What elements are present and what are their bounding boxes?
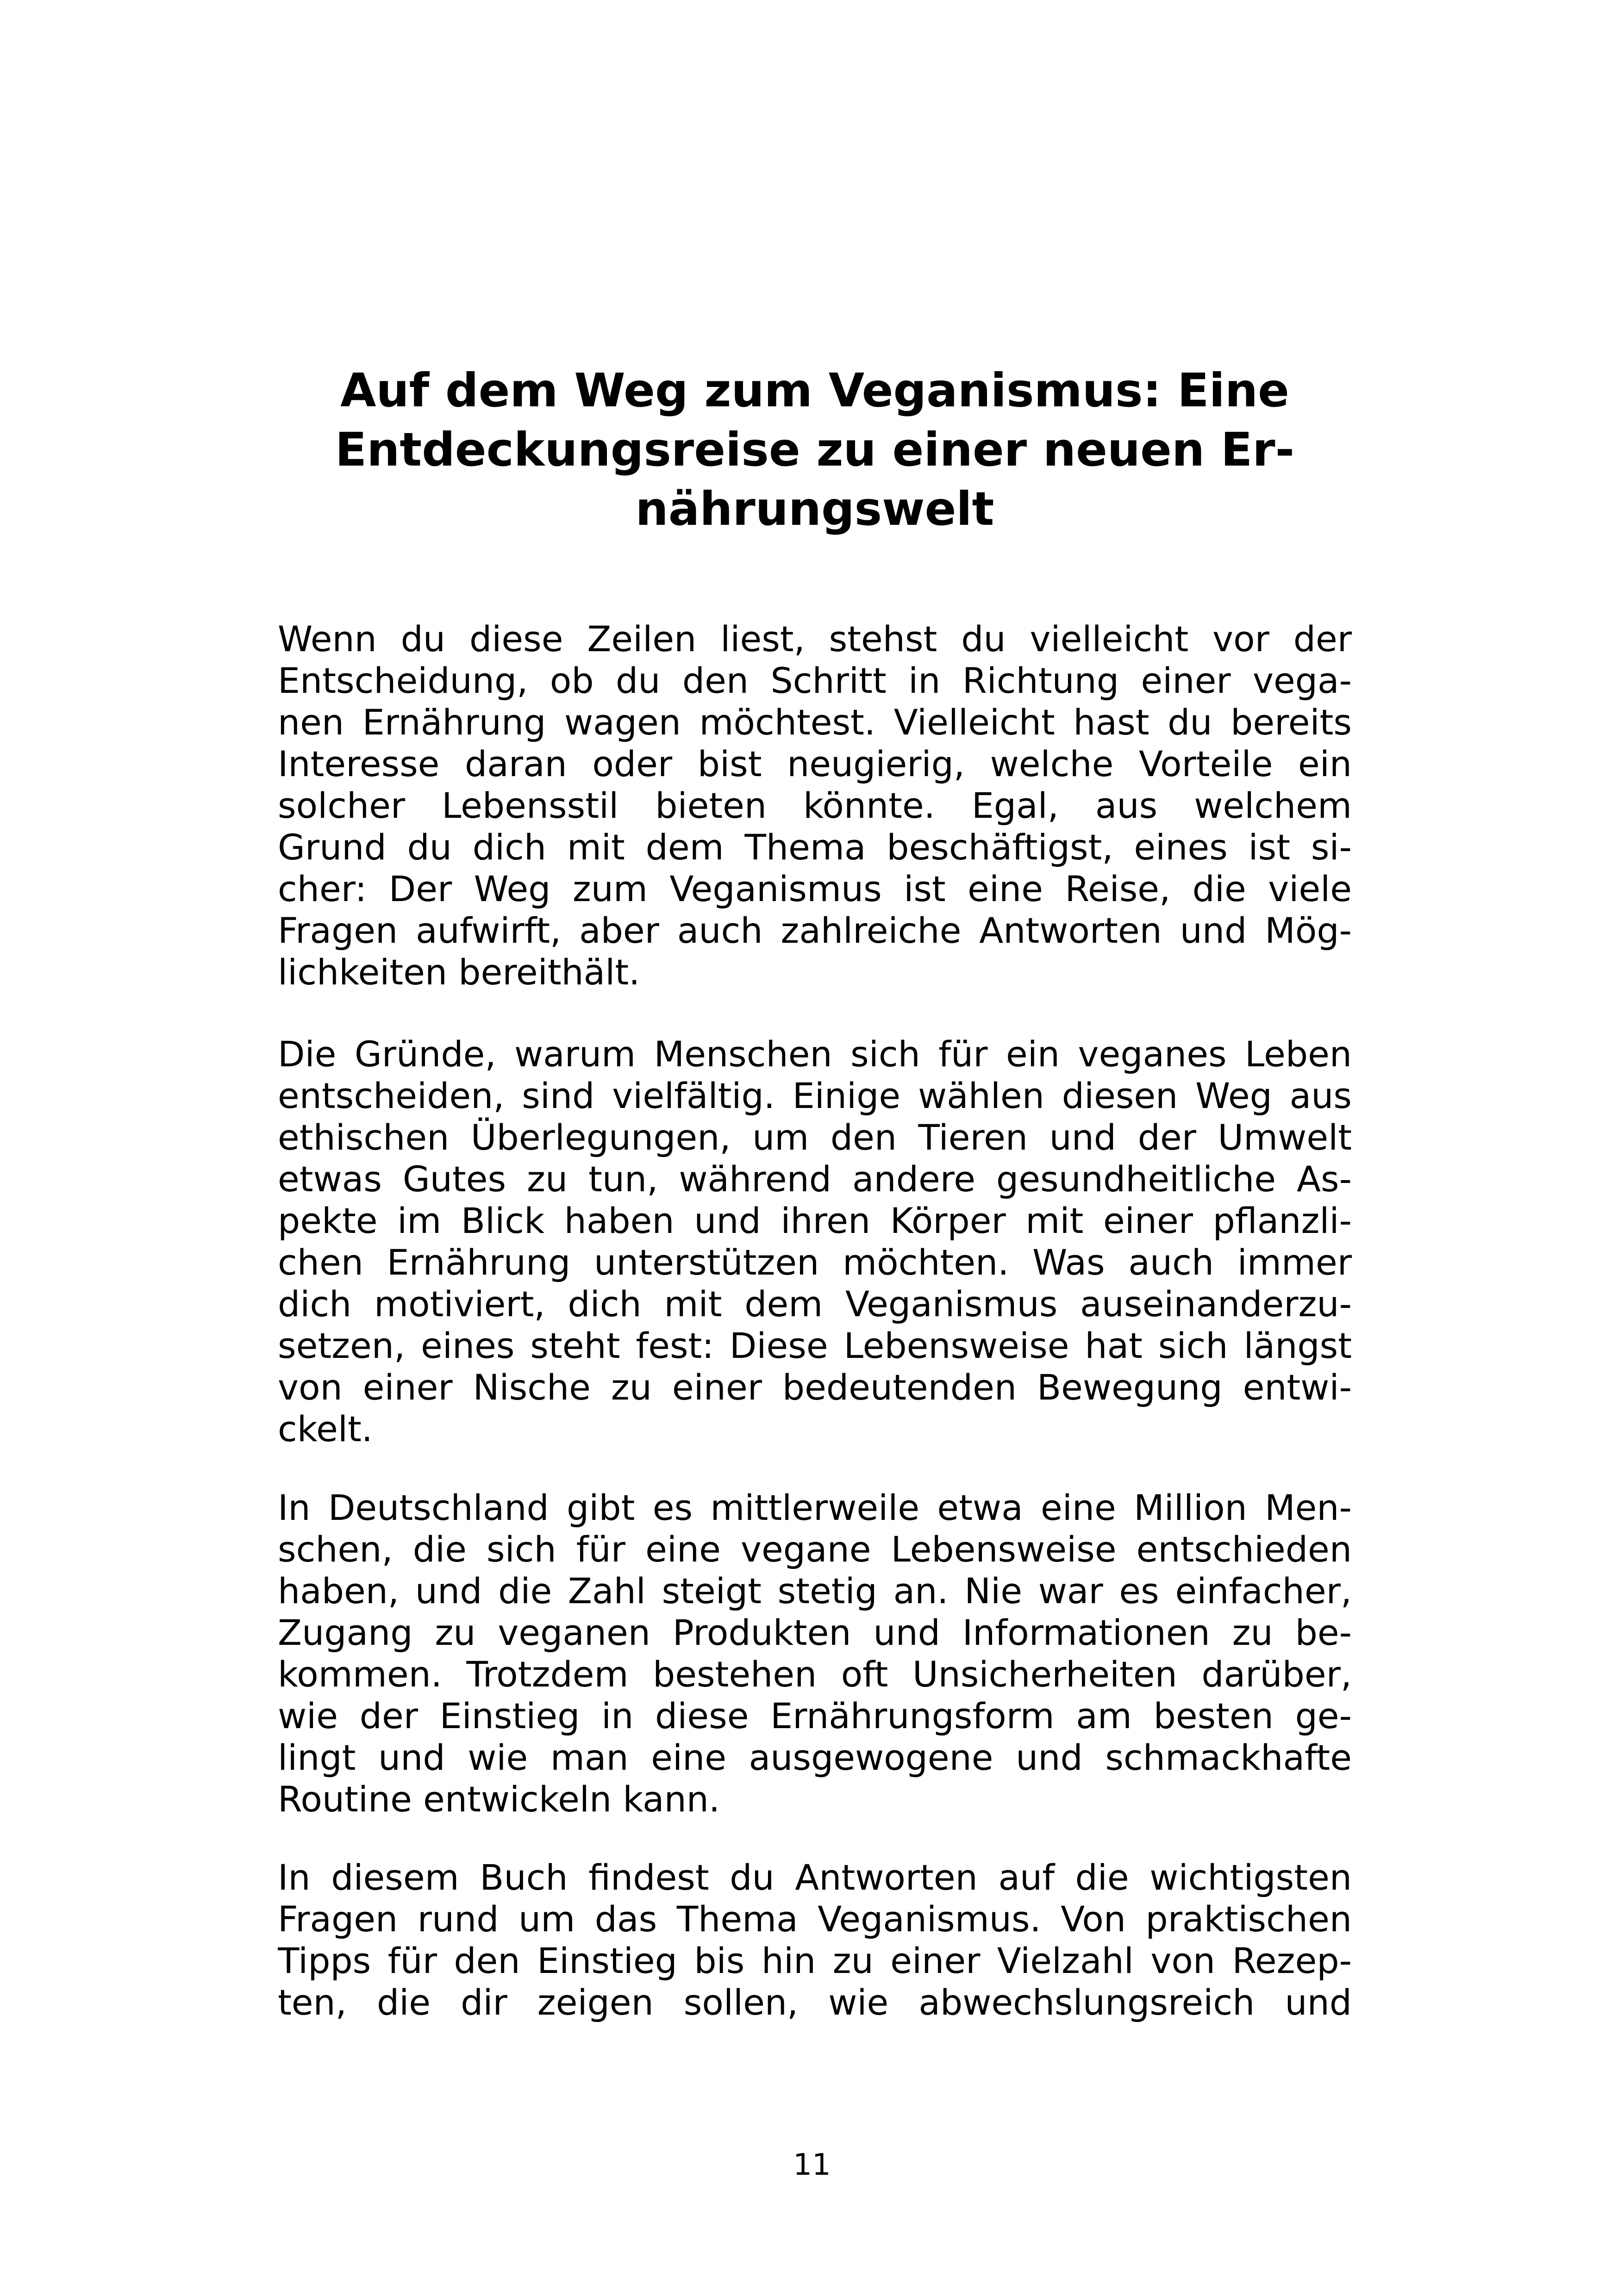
paragraph-line: cher: Der Weg zum Veganismus ist eine Reise, die viele bbox=[278, 868, 1352, 909]
paragraph-line: setzen, eines steht fest: Diese Lebensweise hat sich längst bbox=[278, 1325, 1352, 1366]
paragraph-line: Entscheidung, ob du den Schritt in Richtung einer vega- bbox=[278, 660, 1352, 701]
paragraph-line: chen Ernährung unterstützen möchten. Was auch immer bbox=[278, 1242, 1352, 1283]
paragraph-line: Fragen aufwirft, aber auch zahlreiche Antworten und Mög- bbox=[278, 910, 1352, 951]
body-paragraph bbox=[278, 1857, 1352, 2023]
paragraph-line: von einer Nische zu einer bedeutenden Bewegung entwi- bbox=[278, 1367, 1352, 1408]
chapter-title-line: Entdeckungsreise zu einer neuen Er- bbox=[335, 423, 1295, 477]
paragraph-line: Routine entwickeln kann. bbox=[278, 1779, 720, 1820]
paragraph-line: etwas Gutes zu tun, während andere gesundheitliche As- bbox=[278, 1158, 1352, 1200]
paragraph-line: lichkeiten bereithält. bbox=[278, 952, 640, 993]
paragraph-line: dich motiviert, dich mit dem Veganismus auseinanderzu- bbox=[278, 1283, 1352, 1325]
body-paragraph bbox=[278, 618, 1352, 993]
paragraph-line: schen, die sich für eine vegane Lebensweise entschieden bbox=[278, 1529, 1352, 1570]
chapter-title-line: nährungswelt bbox=[635, 482, 994, 536]
paragraph-line: pekte im Blick haben und ihren Körper mit einer pflanzli- bbox=[278, 1200, 1352, 1241]
paragraph-line: Interesse daran oder bist neugierig, welche Vorteile ein bbox=[278, 743, 1352, 784]
paragraph-line: wie der Einstieg in diese Ernährungsform am besten ge- bbox=[278, 1695, 1352, 1736]
paragraph-line: Tipps für den Einstieg bis hin zu einer Vielzahl von Rezep- bbox=[278, 1940, 1352, 1981]
paragraph-line: Zugang zu veganen Produkten und Informationen zu be- bbox=[278, 1612, 1352, 1653]
page-number: 11 bbox=[793, 2148, 831, 2182]
body-paragraph bbox=[278, 1487, 1352, 1820]
paragraph-line: In diesem Buch findest du Antworten auf die wichtigsten bbox=[278, 1857, 1352, 1898]
paragraph-line: ten, die dir zeigen sollen, wie abwechslungsreich und bbox=[278, 1982, 1352, 2023]
paragraph-line: nen Ernährung wagen möchtest. Vielleicht hast du bereits bbox=[278, 702, 1352, 743]
paragraph-line: ethischen Überlegungen, um den Tieren und der Umwelt bbox=[278, 1117, 1352, 1158]
paragraph-line: haben, und die Zahl steigt stetig an. Nie war es einfacher, bbox=[278, 1570, 1352, 1612]
chapter-title bbox=[278, 361, 1352, 539]
paragraph-line: Die Gründe, warum Menschen sich für ein veganes Leben bbox=[278, 1033, 1352, 1075]
paragraph-line: In Deutschland gibt es mittlerweile etwa eine Million Men- bbox=[278, 1487, 1352, 1528]
paragraph-line: lingt und wie man eine ausgewogene und schmackhafte bbox=[278, 1737, 1352, 1778]
body-paragraph bbox=[278, 1033, 1352, 1450]
paragraph-line: Wenn du diese Zeilen liest, stehst du vielleicht vor der bbox=[278, 618, 1352, 660]
paragraph-line: kommen. Trotzdem bestehen oft Unsicherheiten darüber, bbox=[278, 1654, 1352, 1695]
paragraph-line: Fragen rund um das Thema Veganismus. Von praktischen bbox=[278, 1898, 1352, 1940]
paragraph-line: ckelt. bbox=[278, 1408, 373, 1450]
paragraph-line: Grund du dich mit dem Thema beschäftigst, eines ist si- bbox=[278, 827, 1352, 868]
paragraph-line: entscheiden, sind vielfältig. Einige wählen diesen Weg aus bbox=[278, 1075, 1352, 1116]
chapter-title-line: Auf dem Weg zum Veganismus: Eine bbox=[340, 363, 1289, 417]
paragraph-line: solcher Lebensstil bieten könnte. Egal, aus welchem bbox=[278, 785, 1352, 826]
